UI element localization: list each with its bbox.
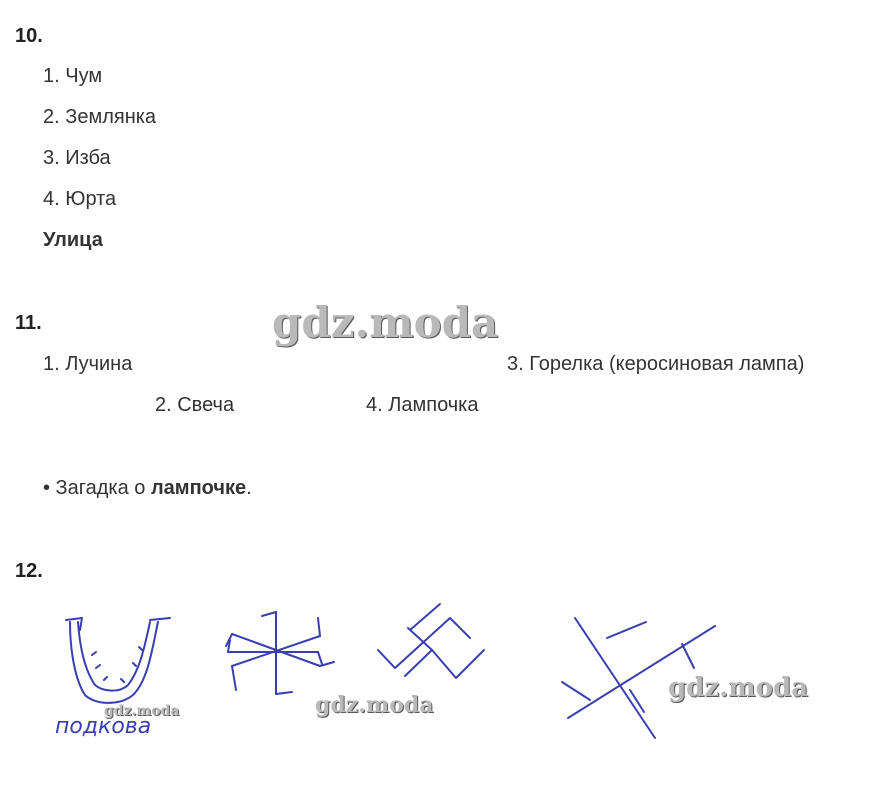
q11-item-2: 2. Свеча — [155, 394, 235, 416]
q11-item-3: 3. Горелка (керосиновая лампа) — [507, 353, 805, 375]
q11-item-1: 1. Лучина — [43, 353, 133, 375]
horseshoe-drawing — [66, 618, 170, 703]
question-10-number: 10. — [15, 25, 43, 47]
watermark-medium: gdz.moda — [315, 692, 434, 718]
q10-item-3: 3. Изба — [43, 147, 111, 169]
horseshoe-caption: подкова — [55, 714, 152, 739]
watermark-small: gdz.moda — [104, 703, 180, 719]
watermark-right: gdz.moda — [668, 673, 809, 703]
question-12-number: 12. — [15, 560, 43, 582]
q10-answer: Улица — [43, 229, 103, 251]
riddle-bold-word: лампочке — [150, 477, 247, 499]
q10-item-2: 2. Землянка — [43, 106, 157, 128]
cross-symbol-drawing — [378, 604, 484, 678]
sun-wheel-drawing — [226, 612, 334, 694]
watermark-large: gdz.moda — [272, 298, 499, 347]
q10-item-1: 1. Чум — [43, 65, 103, 87]
q10-item-4: 4. Юрта — [43, 188, 117, 210]
question-11-number: 11. — [15, 312, 42, 334]
q11-item-4: 4. Лампочка — [366, 394, 479, 416]
riddle-prefix: • Загадка о — [43, 477, 151, 499]
riddle-suffix: . — [246, 477, 252, 499]
